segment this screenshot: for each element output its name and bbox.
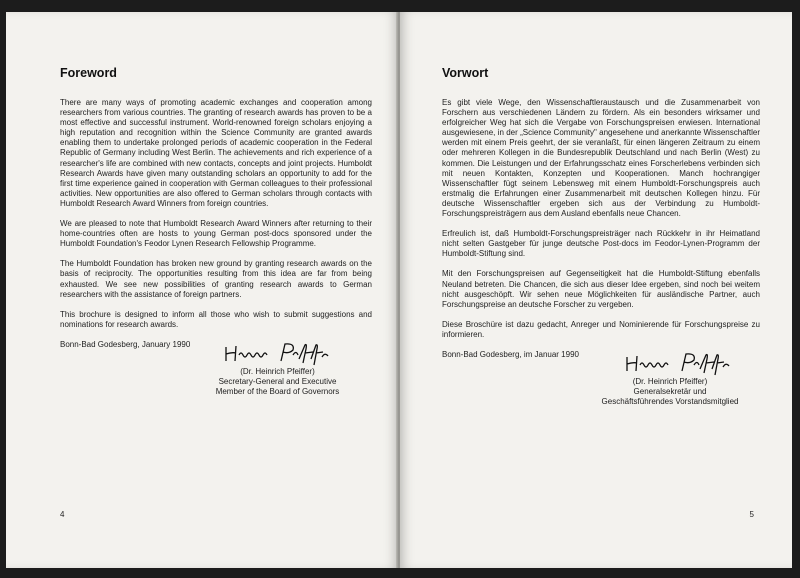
signatory-role: Generalsekretär und (633, 387, 707, 397)
page-title: Vorwort (442, 66, 489, 80)
paragraph: The Humboldt Foundation has broken new ground by granting research awards on the basis of reciprocity. The opportunities resulting from this idea are far from being exhausted. We see new possibilities of granting research awards to German researchers with the assistance of foreign partners. (60, 259, 372, 299)
dateline: Bonn-Bad Godesberg, January 1990 (60, 339, 191, 349)
signatory-name: (Dr. Heinrich Pfeiffer) (632, 376, 708, 386)
signatory-role: Secretary-General and Executive (218, 377, 337, 387)
handwritten-signature (223, 341, 333, 367)
right-page-content (442, 66, 760, 429)
handwritten-signature (624, 351, 734, 377)
signature-caption (570, 377, 770, 408)
signatory-name: (Dr. Heinrich Pfeiffer) (240, 366, 315, 376)
open-brochure-spread (6, 12, 792, 568)
paragraph: There are many ways of promoting academic exchanges and cooperation among researchers from various countries. The granting of research awards has proven to be a most effective and successful instrument. World-renowned foreign scholars enjoying a high reputation and recognition within the Science Community are granted awards enabling them to undertake prolonged periods of academic cooperation in the Federal Republic of Germany including West Berlin. The achievements and rich experience of a researcher's life are combined with new contacts, concepts and joint projects. Humboldt Research Awards have given many outstanding scholars an opportunity to add for the first time experience gained in cooperation with German colleagues to their professional activities. New opportunities are also offered to German scholars through contacts with Humboldt Research Award Winners from foreign countries. (60, 98, 372, 208)
signatory-role: Geschäftsführendes Vorstandsmitglied (601, 397, 739, 407)
right-page (400, 12, 792, 568)
dateline: Bonn-Bad Godesberg, im Januar 1990 (442, 349, 579, 359)
signature-block (60, 349, 372, 419)
paragraph: Es gibt viele Wege, den Wissenschaftleraustausch und die Zusammenarbeit von Forschern aus verschiedenen Ländern zu fördern. Als ein besonders wirksamer und erfolgreicher Weg hat sich die Vergabe von Forschungspreisen erwiesen. International ausgewiesene, in der „Science Community" angesehene und anerkannte Wissenschaftler werden mit einem Preis geehrt, der sie veranlaßt, für einen längeren Zeitraum zu einem oder mehreren Kollegen in die Bundesrepublik Deutschland und nach Berlin (West) zu kommen. Die Leistungen und der Erfahrungsschatz eines Forscherlebens verbinden sich mit neuen Kontakten, Konzepten und Kooperationen. Manch hochrangiger Wissenschaftler fügt seinem Lebensweg mit einem Humboldt-Forschungspreis auch erstmalig die Erfahrungen einer Zusammenarbeit mit deutschen Kollegen hinzu. Für deutsche Wissenschaftler ergeben sich aus der Verbindung zu Humboldt-Forschungspreisträgern aus dem Ausland ebenfalls neue Chancen. (442, 98, 760, 219)
paragraph: Erfreulich ist, daß Humboldt-Forschungspreisträger nach Rückkehr in ihr Heimatland nicht selten Gastgeber für junge deutsche Post-docs im Feodor-Lynen-Programm der Humboldt-Stiftung sind. (442, 229, 760, 259)
left-page (6, 12, 398, 568)
page-title: Foreword (60, 66, 117, 80)
page-number: 5 (749, 510, 754, 519)
paragraph: We are pleased to note that Humboldt Research Award Winners after returning to their home-countries often are hosts to young German post-docs sponsored under the Humboldt Foundation's Feodor Lynen Research Fellowship Programme. (60, 219, 372, 249)
paragraph: This brochure is designed to inform all those who wish to submit suggestions and nominations for research awards. (60, 309, 372, 329)
signature-caption (180, 367, 375, 398)
paragraph: Mit den Forschungspreisen auf Gegenseitigkeit hat die Humboldt-Stiftung ebenfalls Neuland betreten. Die Chancen, die sich aus dieser Idee ergeben, sind noch bei weitem nicht ausgeschöpft. Wir sehen neue Möglichkeiten für ausländische Partner, auch Forschungspreise an deutsche Forscher zu vergeben. (442, 269, 760, 309)
left-page-content (60, 66, 372, 419)
signature-block (442, 359, 760, 429)
page-number: 4 (60, 510, 65, 519)
paragraph: Diese Broschüre ist dazu gedacht, Anreger und Nominierende für Forschungspreise zu informieren. (442, 319, 760, 339)
signatory-role: Member of the Board of Governors (215, 387, 340, 397)
